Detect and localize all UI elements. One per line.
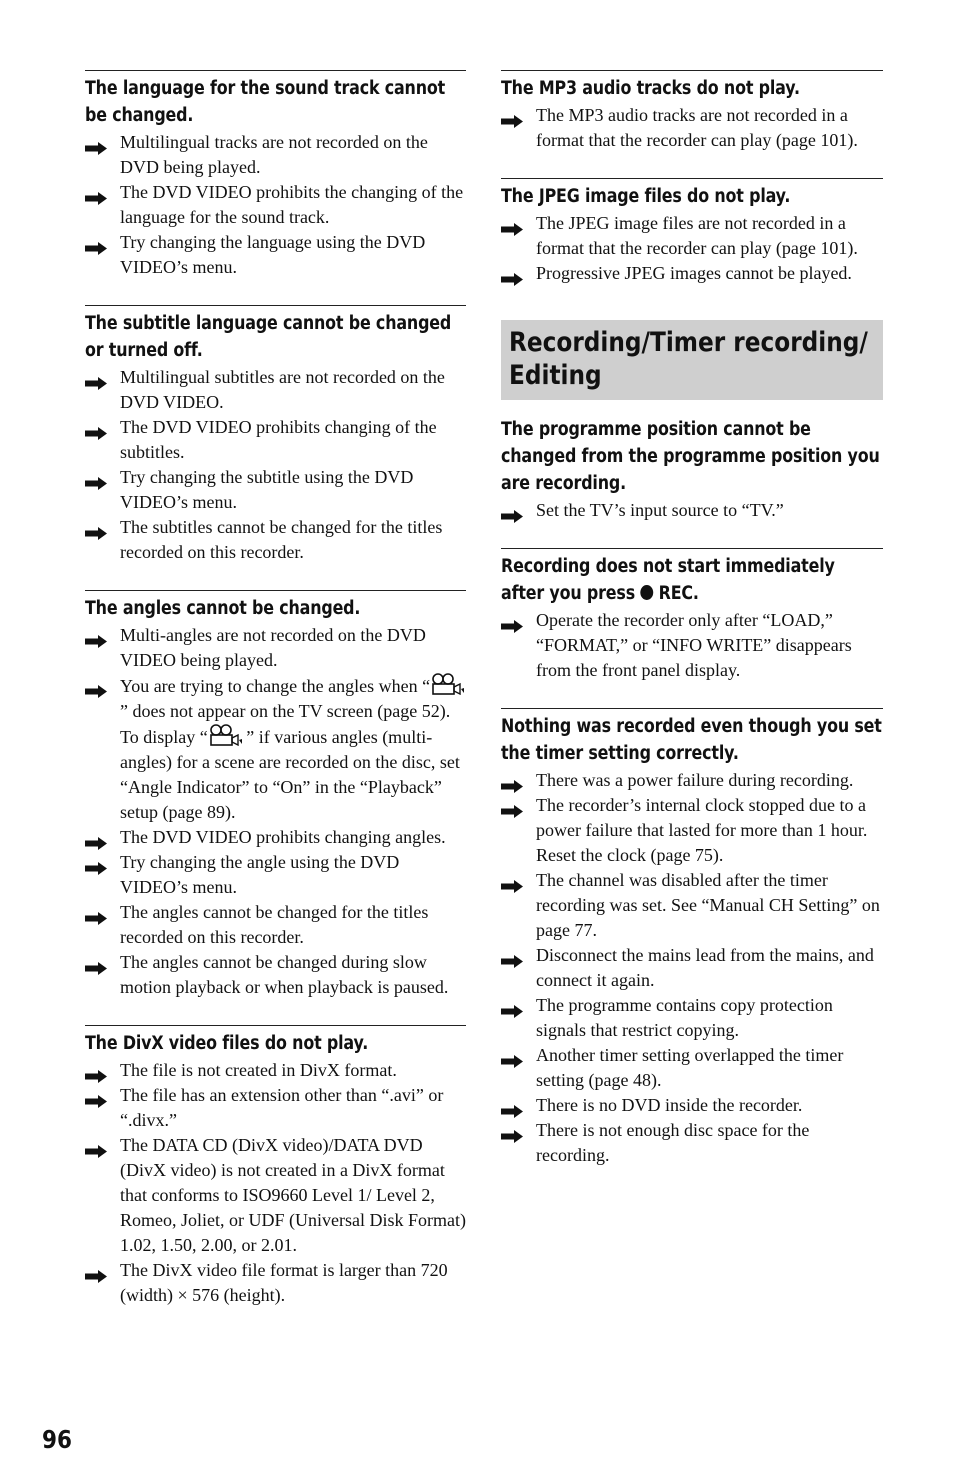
- right-arrow-icon: [85, 957, 107, 970]
- list-item: [501, 868, 883, 943]
- text-run: You are trying to change the angles when “: [120, 676, 431, 696]
- list-item: [85, 130, 466, 180]
- right-arrow-icon: [501, 950, 523, 963]
- item-text: The file has an extension other than “.avi” or “.divx.”: [120, 1085, 444, 1130]
- item-text: Try changing the angle using the DVD VIDEO’s menu.: [120, 852, 400, 897]
- item-text: The JPEG image files are not recorded in a format that the recorder can play (page 101).: [536, 213, 858, 258]
- item-text: The subtitles cannot be changed for the titles recorded on this recorder.: [120, 517, 443, 562]
- right-arrow-icon: [85, 187, 107, 200]
- item-text: The MP3 audio tracks are not recorded in a format that the recorder can play (page 101).: [536, 105, 858, 150]
- text-run: REC.: [653, 583, 699, 604]
- right-arrow-icon: [85, 372, 107, 385]
- item-text: Another timer setting overlapped the timer setting (page 48).: [536, 1045, 844, 1090]
- right-arrow-icon: [85, 1090, 107, 1103]
- bullet-list: [501, 608, 883, 683]
- item-text: Multi-angles are not recorded on the DVD VIDEO being played.: [120, 625, 426, 670]
- right-arrow-icon: [85, 680, 107, 693]
- section-heading: The DivX video files do not play.: [85, 1033, 369, 1054]
- right-arrow-icon: [85, 237, 107, 250]
- camera-angle-icon: [208, 724, 242, 746]
- item-text: Try changing the subtitle using the DVD VIDEO’s menu.: [120, 467, 414, 512]
- section-heading: The programme position cannot be changed from the programme position you are recording.: [501, 419, 880, 494]
- right-arrow-icon: [501, 1125, 523, 1138]
- list-item: [501, 1093, 883, 1118]
- right-arrow-icon: [501, 1050, 523, 1063]
- list-item: [85, 1133, 466, 1258]
- chapter-title-line: Recording/Timer recording/: [509, 327, 868, 358]
- section-heading: The MP3 audio tracks do not play.: [501, 78, 800, 99]
- item-text: There is no DVD inside the recorder.: [536, 1095, 803, 1115]
- troubleshoot-section: [85, 305, 466, 565]
- list-item: [85, 1258, 466, 1308]
- bullet-list: [501, 768, 883, 1168]
- right-arrow-icon: [85, 422, 107, 435]
- item-text: The file is not created in DivX format.: [120, 1060, 397, 1080]
- right-arrow-icon: [501, 775, 523, 788]
- right-arrow-icon: [501, 875, 523, 888]
- left-column: [85, 70, 466, 1308]
- text-run: Recording does not start immediately after you press: [501, 556, 835, 604]
- list-item: [85, 1083, 466, 1133]
- bullet-list: [85, 1058, 466, 1308]
- right-arrow-icon: [501, 218, 523, 231]
- right-arrow-icon: [85, 1265, 107, 1278]
- right-arrow-icon: [85, 630, 107, 643]
- right-column: [501, 70, 883, 1168]
- bullet-list: [85, 365, 466, 565]
- chapter-title: [509, 326, 874, 392]
- bullet-list: [501, 211, 883, 286]
- right-arrow-icon: [501, 800, 523, 813]
- section-heading: Nothing was recorded even though you set the timer setting correctly.: [501, 716, 882, 764]
- record-dot-icon: [640, 585, 653, 600]
- chapter-title-line: Editing: [509, 360, 602, 391]
- list-item: [501, 943, 883, 993]
- right-arrow-icon: [85, 522, 107, 535]
- item-text: Operate the recorder only after “LOAD,” “FORMAT,” or “INFO WRITE” disappears from the front panel display.: [536, 610, 852, 680]
- right-arrow-icon: [501, 268, 523, 281]
- right-arrow-icon: [85, 1065, 107, 1078]
- list-item: [501, 103, 883, 153]
- section-heading: The angles cannot be changed.: [85, 598, 361, 619]
- list-item: [501, 498, 883, 523]
- list-item: [85, 415, 466, 465]
- item-text: There was a power failure during recording.: [536, 770, 854, 790]
- list-item: [501, 211, 883, 261]
- right-arrow-icon: [85, 1140, 107, 1153]
- list-item: [85, 950, 466, 1000]
- list-item: [85, 623, 466, 673]
- list-item: [501, 1043, 883, 1093]
- item-text: Disconnect the mains lead from the mains, and connect it again.: [536, 945, 874, 990]
- right-arrow-icon: [85, 137, 107, 150]
- troubleshoot-section: [85, 70, 466, 280]
- troubleshoot-section: [85, 1025, 466, 1308]
- bullet-list: [501, 498, 883, 523]
- right-arrow-icon: [501, 1000, 523, 1013]
- chapter-banner: [501, 320, 883, 400]
- list-item: [501, 993, 883, 1043]
- item-text: There is not enough disc space for the recording.: [536, 1120, 810, 1165]
- list-item: [85, 515, 466, 565]
- item-text: The programme contains copy protection signals that restrict copying.: [536, 995, 833, 1040]
- list-item: [501, 608, 883, 683]
- item-text: The DVD VIDEO prohibits changing of the subtitles.: [120, 417, 437, 462]
- troubleshoot-section: [501, 548, 883, 683]
- right-arrow-icon: [501, 110, 523, 123]
- camera-angle-icon: [430, 673, 464, 695]
- list-item: [85, 825, 466, 850]
- list-item: [85, 900, 466, 950]
- text-run: ” if various angles (multi-angles) for a scene are recorded on the disc, set “Angle Indicator” to “On” in the “Playback” setup (page 89).: [120, 727, 460, 822]
- item-text: The DivX video file format is larger than 720 (width) × 576 (height).: [120, 1260, 448, 1305]
- troubleshoot-section: [85, 590, 466, 1000]
- text-run: ” does not appear on the TV screen (page 52). To display “: [120, 701, 451, 747]
- item-text: The recorder’s internal clock stopped due to a power failure that lasted for more than 1 hour. Reset the clock (page 75).: [536, 795, 868, 865]
- list-item: [85, 673, 466, 825]
- right-arrow-icon: [501, 1100, 523, 1113]
- list-item: [85, 465, 466, 515]
- item-text: The DVD VIDEO prohibits changing angles.: [120, 827, 446, 847]
- section-heading: The subtitle language cannot be changed or turned off.: [85, 313, 452, 361]
- section-heading: The language for the sound track cannot be changed.: [85, 78, 446, 126]
- list-item: [85, 230, 466, 280]
- item-text: Multilingual tracks are not recorded on the DVD being played.: [120, 132, 428, 177]
- right-arrow-icon: [85, 832, 107, 845]
- right-arrow-icon: [85, 907, 107, 920]
- section-heading: The JPEG image files do not play.: [501, 186, 791, 207]
- list-item: [501, 793, 883, 868]
- item-text: The angles cannot be changed for the titles recorded on this recorder.: [120, 902, 429, 947]
- right-arrow-icon: [501, 505, 523, 518]
- troubleshoot-section: [501, 416, 883, 523]
- bullet-list: [85, 130, 466, 280]
- item-text: The DVD VIDEO prohibits the changing of the language for the sound track.: [120, 182, 464, 227]
- list-item: [85, 1058, 466, 1083]
- right-arrow-icon: [85, 857, 107, 870]
- item-text: The angles cannot be changed during slow motion playback or when playback is paused.: [120, 952, 449, 997]
- item-text: Progressive JPEG images cannot be played.: [536, 263, 852, 283]
- bullet-list: [85, 623, 466, 1000]
- list-item: [85, 365, 466, 415]
- right-arrow-icon: [85, 472, 107, 485]
- item-text: Set the TV’s input source to “TV.”: [536, 500, 784, 520]
- item-text: Try changing the language using the DVD VIDEO’s menu.: [120, 232, 426, 277]
- list-item: [501, 1118, 883, 1168]
- list-item: [85, 180, 466, 230]
- troubleshoot-section: [501, 178, 883, 286]
- section-heading: [501, 553, 882, 607]
- troubleshoot-section: [501, 708, 883, 1168]
- list-item: [85, 850, 466, 900]
- list-item: [501, 261, 883, 286]
- troubleshoot-section: [501, 70, 883, 153]
- item-text: The channel was disabled after the timer recording was set. See “Manual CH Setting” on page 77.: [536, 870, 880, 940]
- item-text: The DATA CD (DivX video)/DATA DVD (DivX video) is not created in a DivX format that conforms to ISO9660 Level 1/ Level 2, Romeo, Joliet, or UDF (Universal Disk Format) 1.02, 1.50, 2.00, or 2.01.: [120, 1135, 466, 1255]
- page-number: 96: [42, 1425, 72, 1454]
- list-item: [501, 768, 883, 793]
- item-text: Multilingual subtitles are not recorded on the DVD VIDEO.: [120, 367, 445, 412]
- right-arrow-icon: [501, 615, 523, 628]
- bullet-list: [501, 103, 883, 153]
